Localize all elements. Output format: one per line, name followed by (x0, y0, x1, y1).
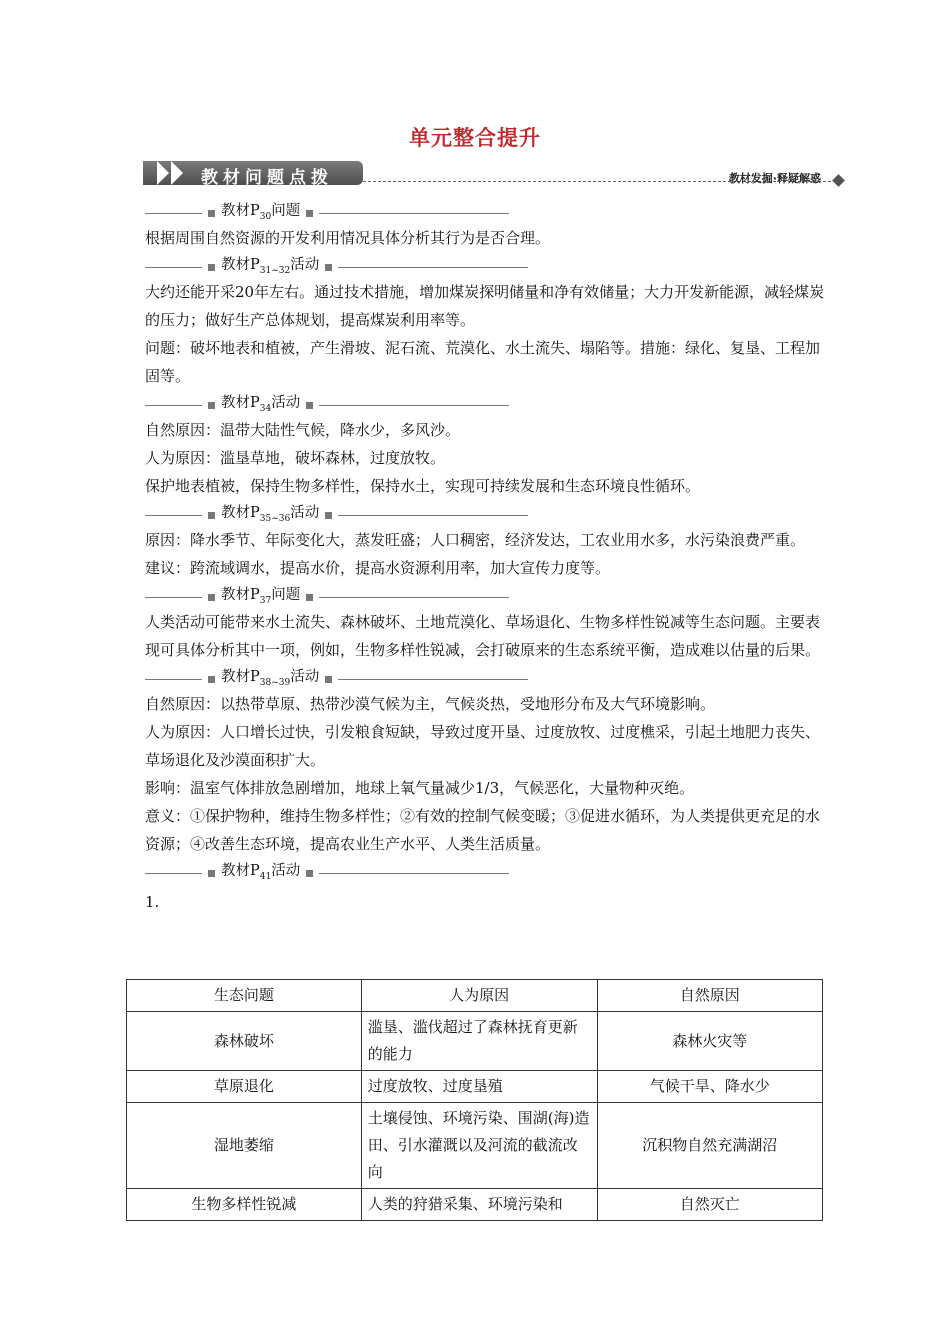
diamond-icon (832, 174, 845, 187)
square-bullet-icon (306, 210, 313, 217)
section-heading (145, 858, 825, 884)
table-row (127, 1189, 823, 1221)
ecology-table (126, 979, 823, 1221)
heading-rule (338, 679, 528, 680)
square-bullet-icon (208, 210, 215, 217)
chevron-right-icon (171, 161, 183, 185)
heading-rule (338, 267, 528, 268)
section-heading (145, 664, 825, 690)
paragraph: 自然原因：以热带草原、热带沙漠气候为主，气候炎热，受地形分布及大气环境影响。 (145, 695, 716, 713)
square-bullet-icon (208, 676, 215, 683)
heading-rule (319, 597, 509, 598)
section-heading-label: 教材$P_{41}$活动 (221, 863, 301, 882)
section-banner (143, 158, 843, 188)
paragraph: 影响：温室气体排放急剧增加，地球上氧气量减少1/3，气候恶化，大量物种灭绝。 (145, 779, 695, 797)
heading-rule (145, 405, 202, 406)
paragraph: 自然原因：温带大陆性气候，降水少，多风沙。 (145, 421, 461, 439)
table-cell: 草原退化 (127, 1071, 362, 1103)
section-heading (145, 390, 825, 416)
heading-rule (319, 873, 509, 874)
section-heading-label: 教材$P_{37}$问题 (221, 587, 301, 606)
paragraph: 大约还能开采20年左右。通过技术措施，增加煤炭探明储量和净有效储量；大力开发新能源，减轻煤炭的压力；做好生产总体规划，提高煤炭利用率等。 (145, 283, 825, 329)
heading-rule (338, 515, 528, 516)
section-heading (145, 198, 825, 224)
section-heading-label: 教材$P_{34}$活动 (221, 395, 301, 414)
square-bullet-icon (325, 512, 332, 519)
square-bullet-icon (208, 594, 215, 601)
table-cell: 生物多样性锐减 (127, 1189, 362, 1221)
heading-rule (319, 405, 509, 406)
table-cell: 滥垦、滥伐超过了森林抚育更新的能力 (361, 1012, 597, 1071)
table-row (127, 1071, 823, 1103)
paragraph: 人为原因：滥垦草地，破坏森林，过度放牧。 (145, 449, 446, 467)
square-bullet-icon (325, 676, 332, 683)
table-cell: 自然灭亡 (597, 1189, 822, 1221)
square-bullet-icon (208, 870, 215, 877)
heading-rule (145, 597, 202, 598)
paragraph: 原因：降水季节、年际变化大，蒸发旺盛；人口稠密，经济发达，工农业用水多，水污染浪费严重。 (145, 531, 806, 549)
table-row (127, 1012, 823, 1071)
page-title: 单元整合提升 (409, 126, 541, 150)
square-bullet-icon (208, 512, 215, 519)
paragraph: 人类活动可能带来水土流失、森林破坏、土地荒漠化、草场退化、生物多样性锐减等生态问题。主要表现可具体分析其中一项，例如，生物多样性锐减，会打破原来的生态系统平衡，造成难以估量的后果。 (145, 613, 821, 659)
paragraph: 根据周围自然资源的开发利用情况具体分析其行为是否合理。 (145, 229, 551, 247)
paragraph: 问题：破坏地表和植被，产生滑坡、泥石流、荒漠化、水土流失、塌陷等。措施：绿化、复垦、工程加固等。 (145, 339, 821, 385)
paragraph: 人为原因：人口增长过快，引发粮食短缺，导致过度开垦、过度放牧、过度樵采，引起土地肥力丧失、草场退化及沙漠面积扩大。 (145, 723, 821, 769)
table-header-cell: 人为原因 (361, 980, 597, 1012)
paragraph: 保护地表植被，保持生物多样性，保持水土，实现可持续发展和生态环境良性循环。 (145, 477, 701, 495)
heading-rule (319, 213, 509, 214)
table-cell: 森林破坏 (127, 1012, 362, 1071)
square-bullet-icon (208, 264, 215, 271)
section-heading (145, 500, 825, 526)
square-bullet-icon (208, 402, 215, 409)
section-heading-label: 教材$P_{35\sim 36}$活动 (221, 505, 320, 524)
table-cell: 湿地萎缩 (127, 1103, 362, 1189)
heading-rule (145, 267, 202, 268)
table-header-row (127, 980, 823, 1012)
section-heading-label: 教材$P_{30}$问题 (221, 203, 301, 222)
chevron-right-icon (157, 161, 169, 185)
banner-label: 教材问题点拨 (201, 168, 333, 188)
square-bullet-icon (306, 870, 313, 877)
banner-right-text: 教材发掘·释疑解惑 (728, 172, 821, 185)
table-cell: 气候干旱、降水少 (597, 1071, 822, 1103)
table-cell: 土壤侵蚀、环境污染、围湖(海)造田、引水灌溉以及河流的截流改向 (361, 1103, 597, 1189)
table-cell: 沉积物自然充满湖沼 (597, 1103, 822, 1189)
section-heading (145, 252, 825, 278)
heading-rule (145, 213, 202, 214)
heading-rule (145, 679, 202, 680)
section-heading (145, 582, 825, 608)
paragraph: 意义：①保护物种，维持生物多样性；②有效的控制气候变暖；③促进水循环，为人类提供更充足的水资源；④改善生态环境，提高农业生产水平、人类生活质量。 (145, 807, 821, 853)
table-header-cell: 自然原因 (597, 980, 822, 1012)
table-row (127, 1103, 823, 1189)
table-header-cell: 生态问题 (127, 980, 362, 1012)
section-heading-label: 教材$P_{31\sim 32}$活动 (221, 257, 320, 276)
paragraph: 1. (145, 893, 160, 911)
table-cell: 人类的狩猎采集、环境污染和 (361, 1189, 597, 1221)
paragraph: 建议：跨流域调水，提高水价，提高水资源利用率，加大宣传力度等。 (145, 559, 611, 577)
section-heading-label: 教材$P_{38\sim 39}$活动 (221, 669, 320, 688)
content-body (145, 198, 825, 931)
square-bullet-icon (306, 402, 313, 409)
table-cell: 过度放牧、过度垦殖 (361, 1071, 597, 1103)
heading-rule (145, 515, 202, 516)
square-bullet-icon (306, 594, 313, 601)
table-cell: 森林火灾等 (597, 1012, 822, 1071)
square-bullet-icon (325, 264, 332, 271)
heading-rule (145, 873, 202, 874)
